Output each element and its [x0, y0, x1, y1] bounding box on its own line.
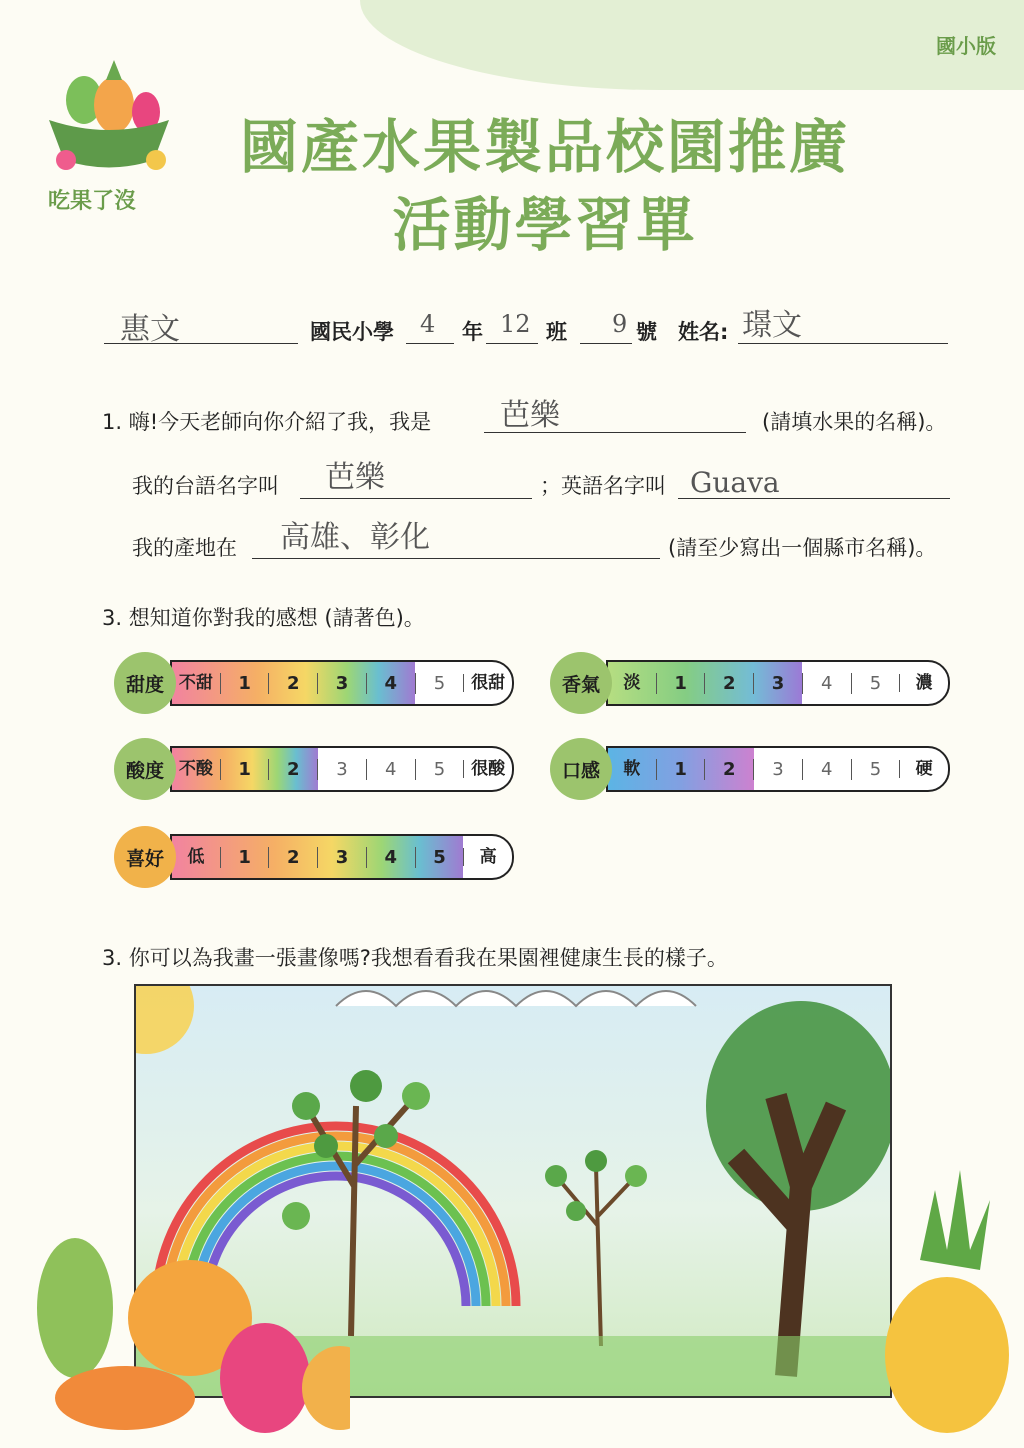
- fruit-basket-logo-icon: [44, 60, 174, 180]
- rating-high-label: 高: [463, 848, 512, 866]
- rating-low-label: 低: [187, 847, 205, 867]
- rating-bar[interactable]: [170, 746, 514, 792]
- rating-step[interactable]: 4: [366, 673, 415, 694]
- rating-step[interactable]: 4: [366, 847, 415, 868]
- rating-step[interactable]: 5: [415, 847, 464, 868]
- rating-label-badge: 甜度: [114, 652, 176, 714]
- taiwanese-name-label: 我的台語名字叫: [132, 474, 279, 498]
- class-label: 班: [546, 320, 567, 344]
- rating-bar[interactable]: [170, 834, 514, 880]
- school-handwritten: 惠文: [120, 312, 180, 347]
- rating-step[interactable]: 4: [802, 673, 851, 694]
- rating-step[interactable]: 2: [268, 673, 317, 694]
- big-tree-icon: [706, 1001, 890, 1376]
- rating-step[interactable]: 3: [317, 759, 366, 780]
- class-line[interactable]: [486, 343, 538, 344]
- rating-4[interactable]: [114, 834, 514, 878]
- rating-label-badge: 酸度: [114, 738, 176, 800]
- rating-high-label: 濃: [899, 674, 948, 692]
- rating-label-badge: 香氣: [550, 652, 612, 714]
- rating-step[interactable]: 2: [268, 759, 317, 780]
- rating-step[interactable]: 1: [656, 673, 705, 694]
- rating-step[interactable]: 2: [704, 759, 753, 780]
- rating-low-label: 不甜: [178, 673, 213, 693]
- rating-step[interactable]: 1: [220, 759, 269, 780]
- rating-step[interactable]: 2: [704, 673, 753, 694]
- rating-0[interactable]: [114, 660, 514, 704]
- rating-low-label: 淡: [623, 673, 641, 693]
- rating-step[interactable]: 3: [753, 759, 802, 780]
- rating-step[interactable]: 2: [268, 847, 317, 868]
- pineapple-character-icon: [880, 1170, 1014, 1440]
- taiwanese-name-line[interactable]: [300, 498, 532, 499]
- fruit-characters-left-icon: [20, 1228, 350, 1438]
- rating-bar[interactable]: [606, 746, 950, 792]
- rating-label-badge: 喜好: [114, 826, 176, 888]
- rating-1[interactable]: [550, 660, 950, 704]
- name-value: 璟文: [742, 308, 802, 343]
- logo-text: 吃果了沒: [48, 189, 137, 214]
- page-title: 國產水果製品校園推廣: [239, 113, 850, 181]
- cloud-icon: [336, 991, 696, 1006]
- rating-step[interactable]: 5: [415, 673, 464, 694]
- rating-bar[interactable]: [170, 660, 514, 706]
- rating-low-label: 軟: [623, 759, 641, 779]
- number-value: 9: [612, 310, 628, 338]
- origin-label: 我的產地在: [132, 536, 237, 560]
- q2-prompt: 3. 想知道你對我的感想 (請著色)。: [102, 606, 425, 630]
- rating-2[interactable]: [114, 746, 514, 790]
- guava-tree-middle-icon: [545, 1150, 647, 1346]
- sun-icon: [136, 986, 194, 1054]
- q3-prompt: 3. 你可以為我畫一張畫像嗎?我想看看我在果園裡健康生長的樣子。: [102, 946, 728, 970]
- class-value: 12: [500, 310, 531, 338]
- rating-step[interactable]: 3: [317, 847, 366, 868]
- origin-line[interactable]: [252, 558, 660, 559]
- name-label: 姓名:: [678, 320, 729, 344]
- english-name-value: Guava: [690, 466, 780, 499]
- q1-prompt: 1. 嗨!今天老師向你介紹了我，我是: [102, 410, 432, 434]
- rating-step[interactable]: 5: [851, 673, 900, 694]
- origin-hint: (請至少寫出一個縣市名稱)。: [668, 536, 937, 560]
- rating-high-label: 硬: [899, 760, 948, 778]
- grade-label: 年: [462, 320, 483, 344]
- english-name-label: ；英語名字叫: [540, 474, 666, 498]
- rating-step[interactable]: 1: [220, 847, 269, 868]
- rating-step[interactable]: 1: [656, 759, 705, 780]
- taiwanese-name-value: 芭樂: [325, 460, 385, 495]
- number-line[interactable]: [580, 343, 632, 344]
- rating-step[interactable]: 4: [366, 759, 415, 780]
- rating-label-badge: 口感: [550, 738, 612, 800]
- rating-step[interactable]: 1: [220, 673, 269, 694]
- header-decoration: [360, 0, 1024, 90]
- number-label: 號: [636, 320, 657, 344]
- rating-bar[interactable]: [606, 660, 950, 706]
- grade-line[interactable]: [406, 343, 454, 344]
- origin-value: 高雄、彰化: [280, 520, 430, 555]
- rating-high-label: 很甜: [463, 674, 512, 692]
- rating-high-label: 很酸: [463, 760, 512, 778]
- q1-hint: (請填水果的名稱)。: [762, 410, 947, 434]
- rating-step[interactable]: 3: [317, 673, 366, 694]
- edition-badge: 國小版: [936, 34, 996, 58]
- rating-3[interactable]: [550, 746, 950, 790]
- rating-step[interactable]: 5: [851, 759, 900, 780]
- school-type-label: 國民小學: [310, 320, 394, 344]
- fruit-name-answer: 芭樂: [500, 398, 560, 433]
- rating-step[interactable]: 5: [415, 759, 464, 780]
- grade-value: 4: [420, 310, 436, 338]
- rating-step[interactable]: 3: [753, 673, 802, 694]
- rating-step[interactable]: 4: [802, 759, 851, 780]
- rating-low-label: 不酸: [178, 759, 213, 779]
- page-subtitle: 活動學習單: [392, 191, 698, 259]
